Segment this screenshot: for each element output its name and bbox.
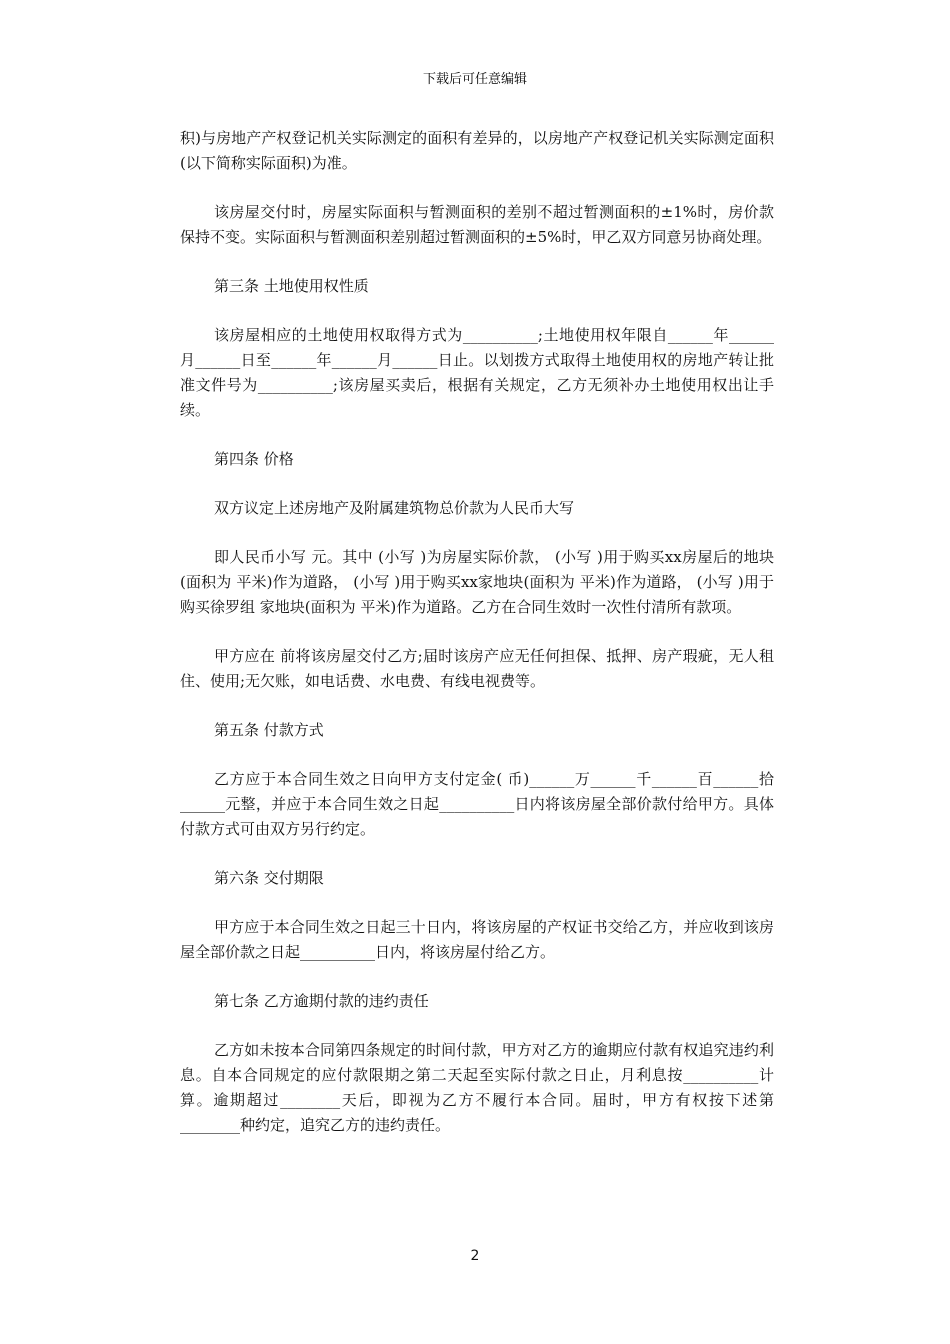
article-4-heading: 第四条 价格	[214, 450, 294, 468]
paragraph-area-tolerance: 该房屋交付时，房屋实际面积与暂测面积的差别不超过暂测面积的±1%时，房价款保持不变。实际面积与暂测面积差别超过暂测面积的±5%时，甲乙双方同意另协商处理。	[180, 203, 774, 246]
paragraph-area-continuation: 积)与房地产产权登记机关实际测定的面积有差异的，以房地产产权登记机关实际测定面积(以下简称实际面积)为准。	[180, 129, 774, 172]
paragraph-payment-method: 乙方应于本合同生效之日向甲方支付定金( 币)______万______千______百______拾______元整，并应于本合同生效之日起__________日内将该房屋全部价款付给甲方。具体付款方式可由双方另行约定。	[180, 770, 774, 838]
article-5-heading: 第五条 付款方式	[214, 721, 324, 739]
paragraph-delivery-term: 甲方应于本合同生效之日起三十日内，将该房屋的产权证书交给乙方，并应收到该房屋全部价款之日起__________日内，将该房屋付给乙方。	[180, 918, 774, 961]
paragraph-land-use-rights: 该房屋相应的土地使用权取得方式为__________;土地使用权年限自______年______月______日至______年______月______日止。以划拨方式取得土地使用权的房地产转让批准文件号为__________;该房屋买卖后，根据有关规定，乙方无须补办土地使用权出让手续。	[180, 326, 774, 419]
paragraph-late-payment: 乙方如未按本合同第四条规定的时间付款，甲方对乙方的逾期应付款有权追究违约利息。自本合同规定的应付款限期之第二天起至实际付款之日止，月利息按__________计算。逾期超过________天后，即视为乙方不履行本合同。届时，甲方有权按下述第________种约定，追究乙方的违约责任。	[180, 1041, 774, 1134]
page-header: 下载后可任意编辑	[422, 72, 527, 87]
article-6-heading: 第六条 交付期限	[214, 869, 324, 887]
paragraph-price-breakdown: 即人民币小写 元。其中 (小写 )为房屋实际价款， (小写 )用于购买xx房屋后的地块(面积为 平米)作为道路， (小写 )用于购买xx家地块(面积为 平米)作为道路， (小写 )用于购买徐罗组 家地块(面积为 平米)作为道路。乙方在合同生效时一次性付清所有款项。	[180, 548, 774, 616]
article-7-heading: 第七条 乙方逾期付款的违约责任	[214, 992, 429, 1010]
paragraph-total-price: 双方议定上述房地产及附属建筑物总价款为人民币大写	[214, 499, 575, 517]
paragraph-delivery-condition: 甲方应在 前将该房屋交付乙方;届时该房产应无任何担保、抵押、房产瑕疵，无人租住、使用;无欠账，如电话费、水电费、有线电视费等。	[180, 647, 774, 690]
page-number: 2	[470, 1248, 480, 1264]
document-body	[180, 126, 774, 1162]
article-3-heading: 第三条 土地使用权性质	[214, 277, 369, 295]
